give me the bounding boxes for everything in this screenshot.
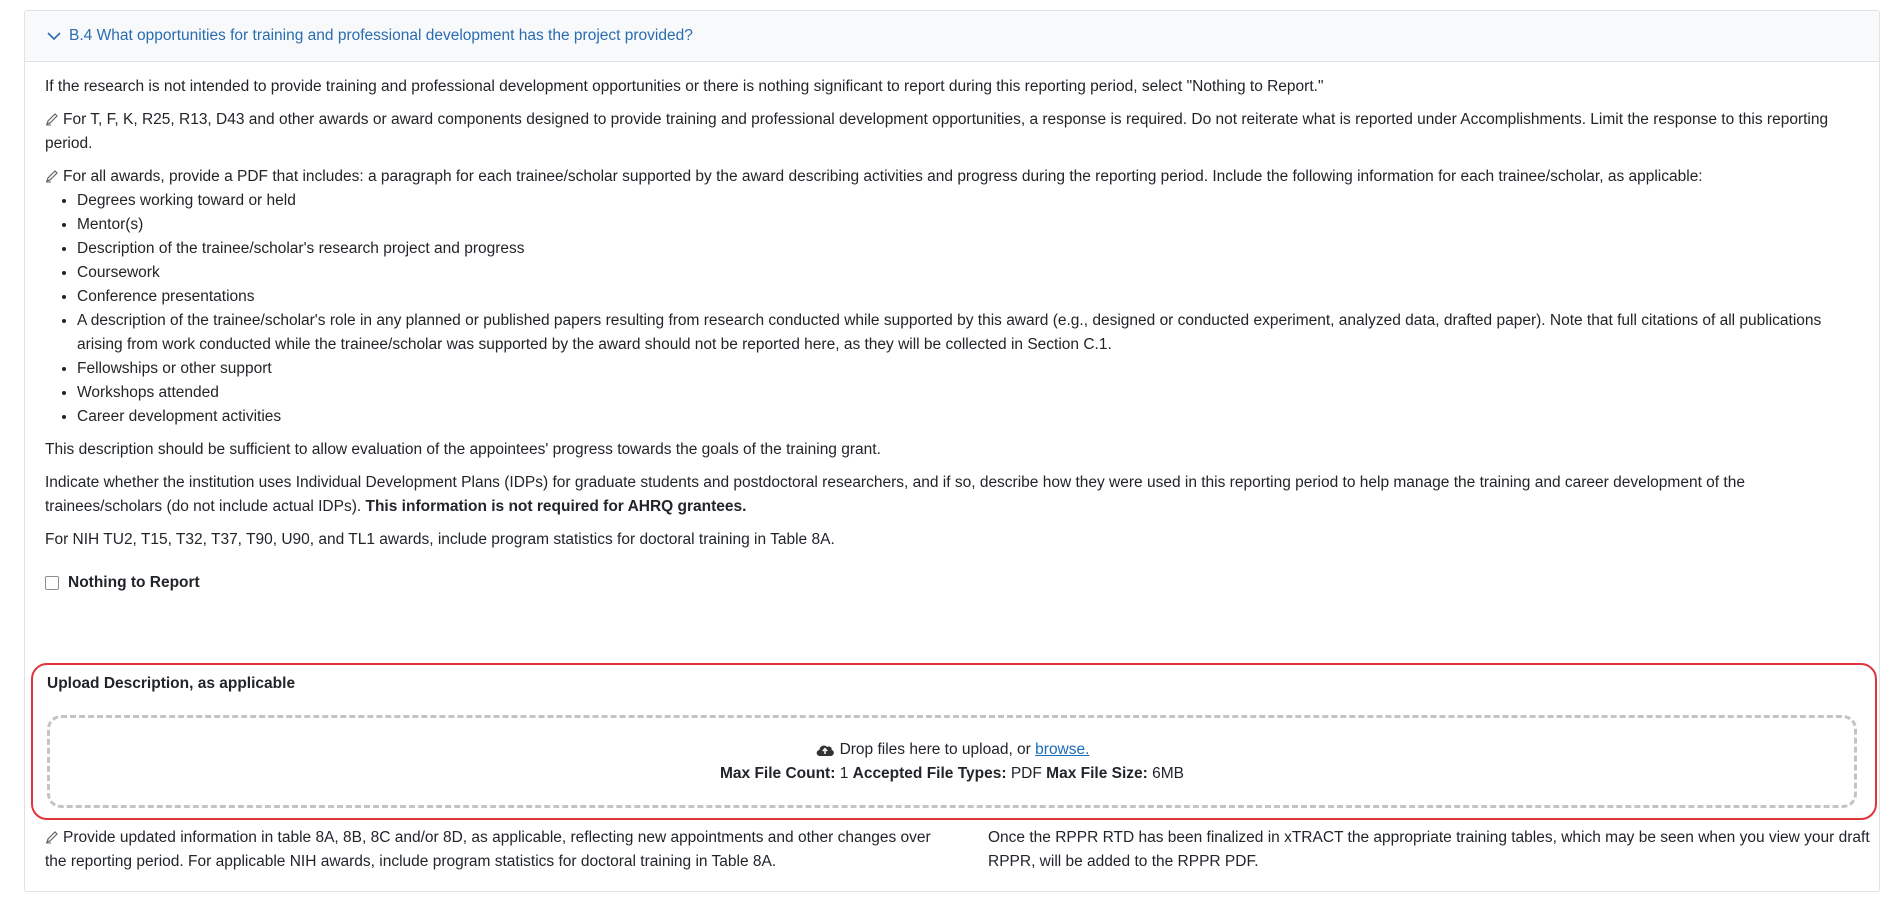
file-types-label: Accepted File Types: (852, 764, 1007, 782)
info-bullet-list (45, 189, 1859, 429)
pencil-icon (45, 110, 61, 124)
browse-link[interactable]: browse. (1035, 740, 1090, 758)
list-item: • Coursework (77, 261, 1859, 285)
pencil-icon (45, 828, 61, 842)
drop-text: Drop files here to upload, or (839, 740, 1031, 758)
idp-text: Indicate whether the institution uses Individual Development Plans (IDPs) for graduate students and postdoctoral researchers, and if so, describe how they were used in this reporting period to help manage the training and career development of the trainees/scholars (do not include actual IDPs). (45, 474, 1745, 515)
chevron-down-icon[interactable] (45, 27, 63, 45)
nothing-to-report-label[interactable]: Nothing to Report (68, 574, 200, 591)
rtd-note: Once the RPPR RTD has been finalized in xTRACT the appropriate training tables, which may be seen when you view your draft RPPR, will be added to the RPPR PDF. (988, 829, 1870, 870)
max-size-value: 6MB (1152, 764, 1184, 782)
file-types-value: PDF (1010, 764, 1042, 782)
list-item: • Fellowships or other support (77, 357, 1859, 381)
upload-title: Upload Description, as applicable (47, 675, 296, 692)
list-item: • A description of the trainee/scholar's role in any planned or published papers resulting from research conducted while supported by this award (e.g., designed or conducted experiment, analyzed data, drafted paper). Note that full citations of all publications arising from work conducted while the trainee/scholar was supported by the award should not be reported here, as they will be collected in Section C.1. (77, 309, 1859, 357)
drop-instructions (815, 738, 1090, 762)
sufficient-text: This description should be sufficient to allow evaluation of the appointees' progress towards the goals of the training grant. (45, 441, 881, 458)
required-note-text: For T, F, K, R25, R13, D43 and other awards or award components designed to provide training and professional development opportunities, a response is required. Do not reiterate what is reported under Accomplishments. Limit the response to this reporting period. (45, 111, 1829, 152)
idp-bold-note: This information is not required for AHRQ grantees. (365, 498, 747, 515)
list-item: • Career development activities (77, 405, 1859, 429)
section-header[interactable] (25, 11, 1879, 62)
nothing-to-report-row[interactable] (45, 574, 1859, 592)
section-card (24, 10, 1880, 892)
max-size-label: Max File Size: (1046, 764, 1148, 782)
nothing-to-report-checkbox[interactable] (45, 576, 59, 590)
list-item: • Mentor(s) (77, 213, 1859, 237)
pencil-icon (45, 167, 61, 181)
list-item: • Conference presentations (77, 285, 1859, 309)
list-item: • Degrees working toward or held (77, 189, 1859, 213)
list-item: • Description of the trainee/scholar's research project and progress (77, 237, 1859, 261)
intro-text: If the research is not intended to provide training and professional development opportunities or there is nothing significant to report during this reporting period, select "Nothing to Report." (45, 78, 1324, 95)
upload-section (31, 663, 1877, 820)
training-tables-note-text: Provide updated information in table 8A, 8B, 8C and/or 8D, as applicable, reflecting new appointments and other changes over the reporting period. For applicable NIH awards, include program statistics for doctoral training in Table 8A. (45, 829, 931, 870)
section-body (25, 75, 1879, 592)
list-item: • Workshops attended (77, 381, 1859, 405)
nih-note: For NIH TU2, T15, T32, T37, T90, U90, and TL1 awards, include program statistics for doctoral training in Table 8A. (45, 531, 835, 548)
section-title[interactable]: B.4 What opportunities for training and professional development has the project provided? (69, 27, 693, 44)
cloud-upload-icon (815, 742, 835, 758)
max-count-label: Max File Count: (719, 764, 836, 782)
pdf-note (45, 165, 1859, 189)
idp-paragraph (45, 471, 1859, 519)
file-dropzone[interactable] (47, 715, 1857, 808)
training-tables-note (45, 826, 945, 874)
upload-constraints (720, 762, 1184, 786)
required-note (45, 108, 1859, 156)
max-count-value: 1 (839, 764, 849, 782)
pdf-note-text: For all awards, provide a PDF that includes: a paragraph for each trainee/scholar supported by the award describing activities and progress during the reporting period. Include the following information for each trainee/scholar, as applicable: (63, 168, 1703, 185)
